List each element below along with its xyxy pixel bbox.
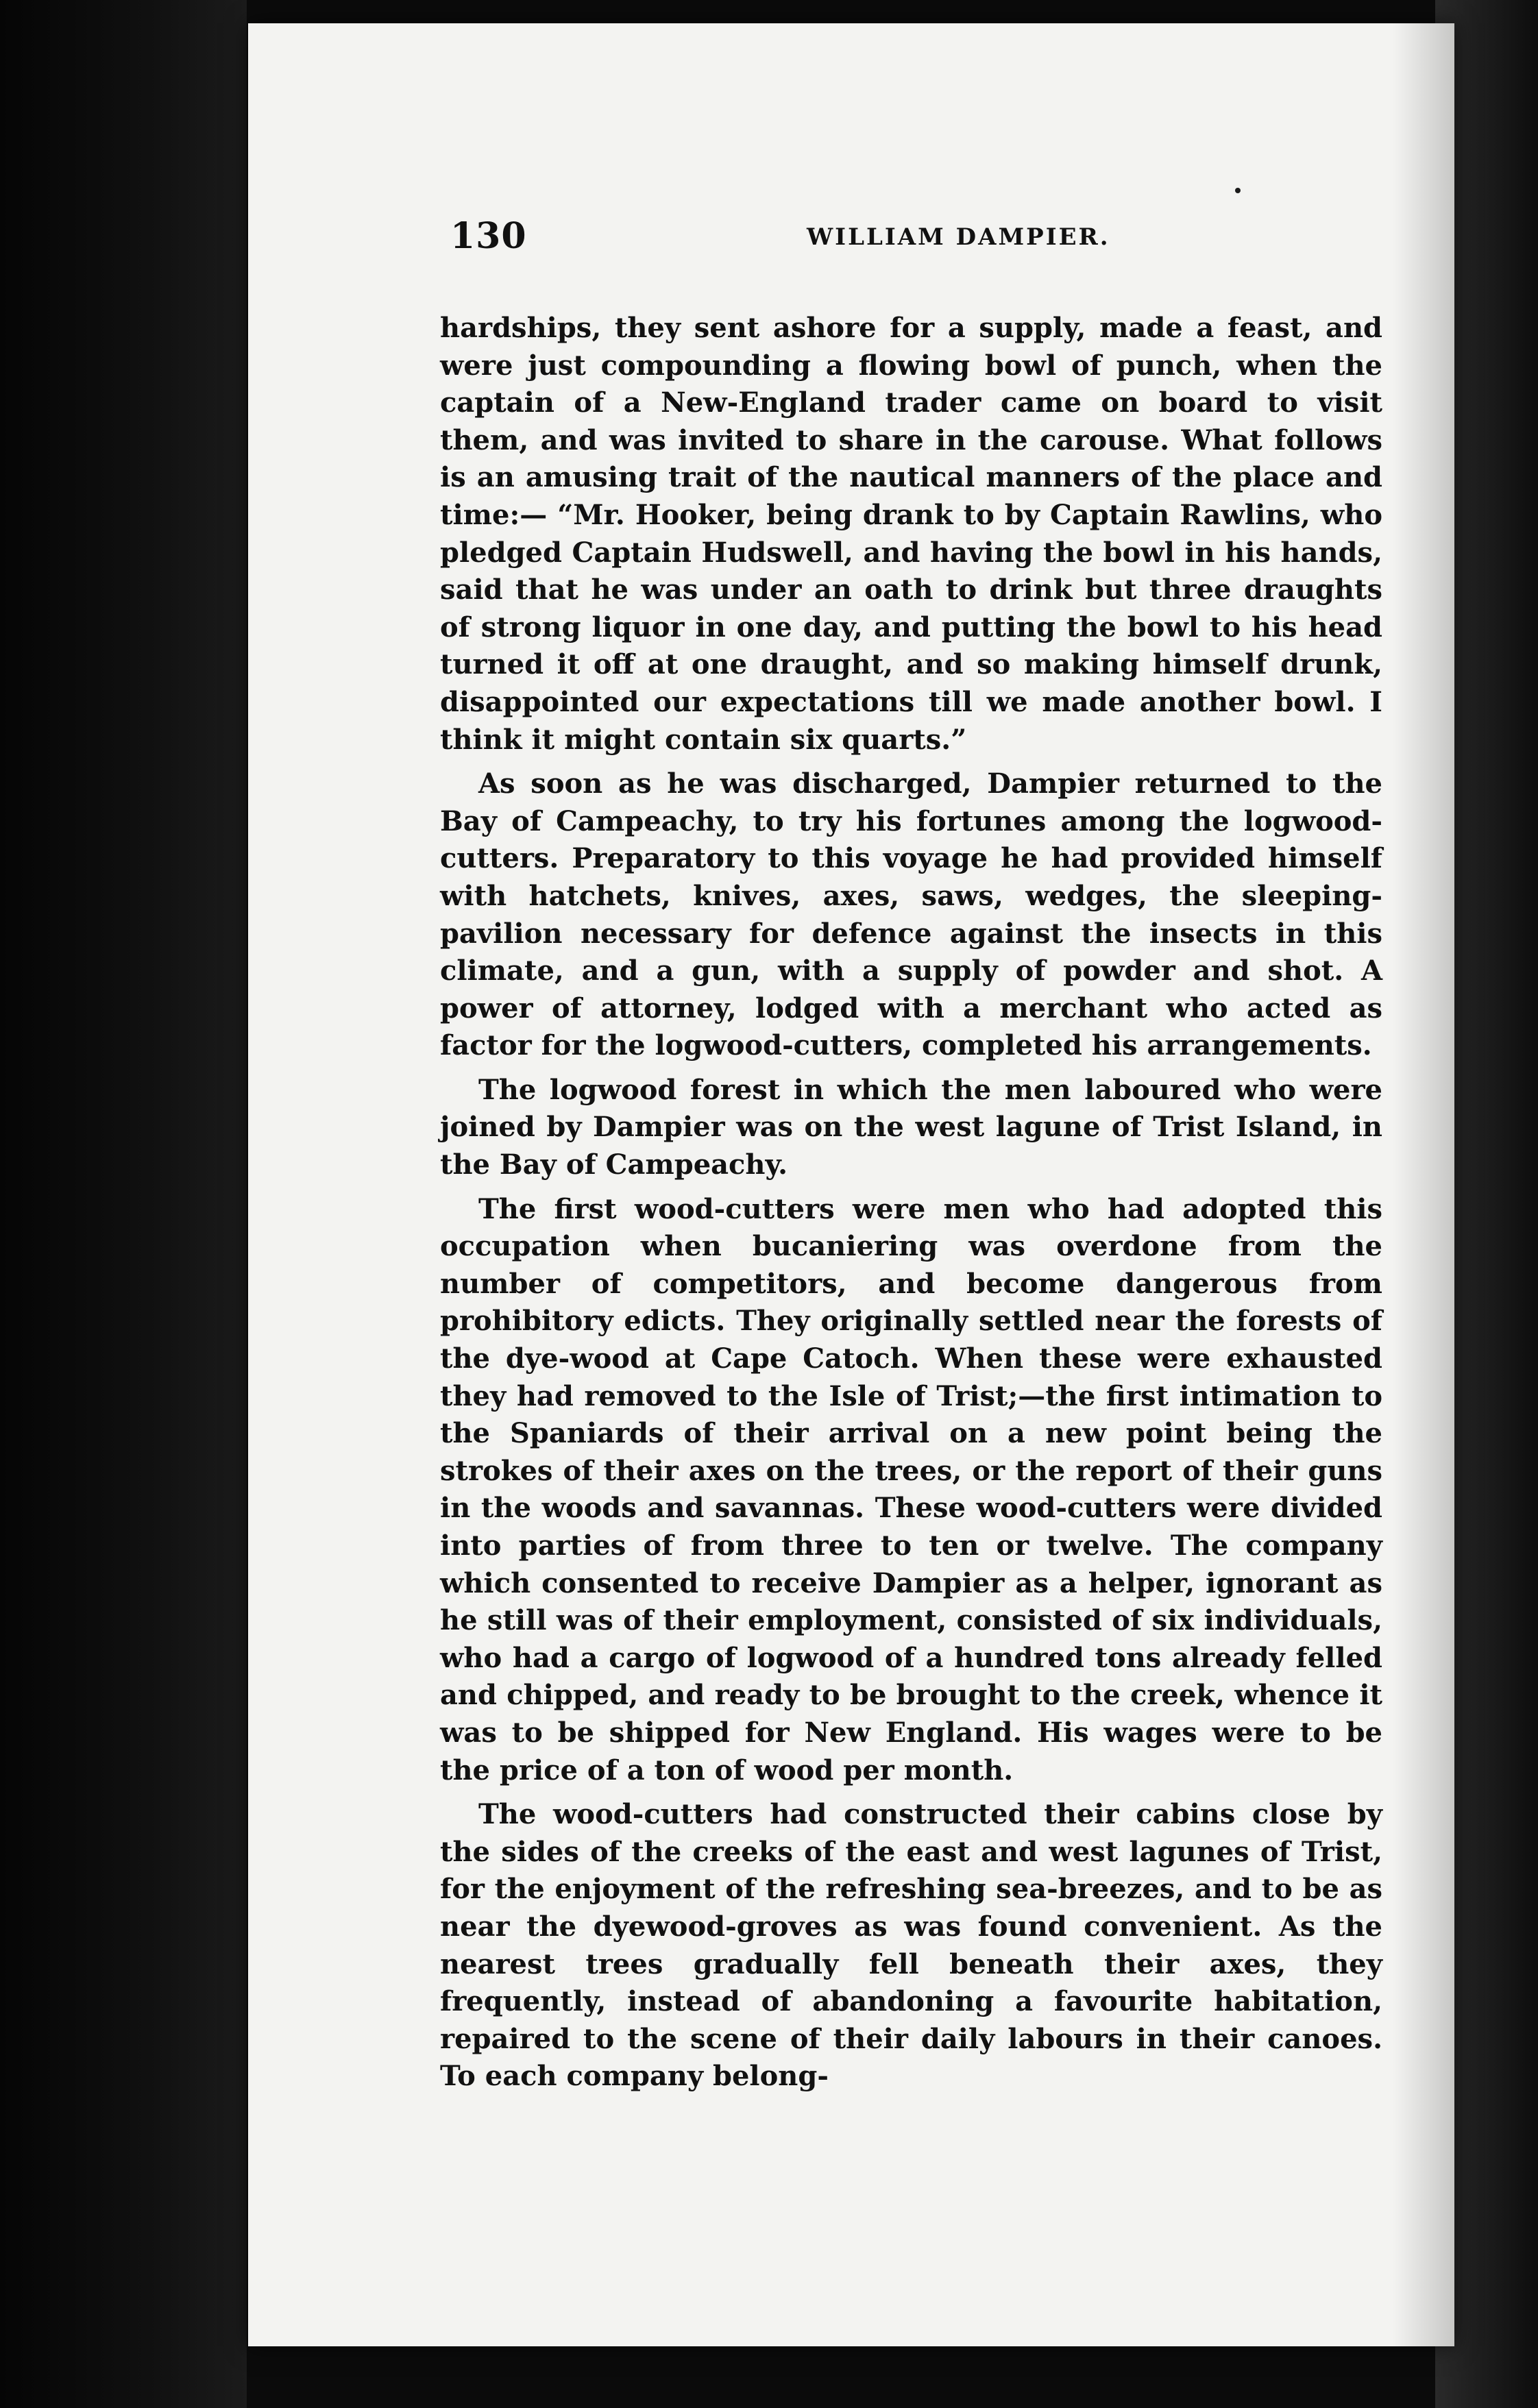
ink-speck [1235,188,1241,193]
page-header [450,215,1341,263]
paragraph: As soon as he was discharged, Dampier returned to the Bay of Campeachy, to try his fortunes among the logwood-cutters. Preparatory to this voyage he had provided himself with hatchets, knives, axes, saws, wedges, the sleeping-pavilion necessary for defence against the insects in this climate, and a gun, with a supply of powder and shot. A power of attorney, lodged with a merchant who acted as factor for the logwood-cutters, completed his arrangements. [440,767,1382,1062]
paragraph-continued: hardships, they sent ashore for a supply, made a feast, and were just compounding a flowing bowl of punch, when the captain of a New-England trader came on board to visit them, and was invited to share in the carouse. What follows is an amusing trait of the nautical manners of the place and time:— “Mr. Hooker, being drank to by Captain Rawlins, who pledged Captain Hudswell, and having the bowl in his hands, said that he was under an oath to drink but three draughts of strong liquor in one day, and putting the bowl to his head turned it off at one draught, and so making himself drunk, disappointed our expectations till we made another bowl. I think it might contain six quarts.” [440,312,1382,756]
page-number: 130 [450,215,527,257]
book-binding-edge [0,0,247,2408]
paragraph: The logwood forest in which the men laboured who were joined by Dampier was on the west lagune of Trist Island, in the Bay of Campeachy. [440,1073,1382,1181]
page-curl-shadow [1393,23,1454,2346]
paragraph: The first wood-cutters were men who had adopted this occupation when bucaniering was overdone from the number of competitors, and become dangerous from prohibitory edicts. They originally settled near the forests of the dye-wood at Cape Catoch. When these were exhausted they had removed to the Isle of Trist;—the first intimation to the Spaniards of their arrival on a new point being the strokes of their axes on the trees, or the report of their guns in the woods and savannas. These wood-cutters were divided into parties of from three to ten or twelve. The company which consented to receive Dampier as a helper, ignorant as he still was of their employment, consisted of six individuals, who had a cargo of logwood of a hundred tons already felled and chipped, and ready to be brought to the creek, whence it was to be shipped for New England. His wages were to be the price of a ton of wood per month. [440,1192,1382,1786]
running-head: WILLIAM DAMPIER. [807,223,1110,251]
book-page [248,23,1454,2346]
page-body-text [440,310,1382,2096]
paragraph: The wood-cutters had constructed their cabins close by the sides of the creeks of the east and west lagunes of Trist, for the enjoyment of the refreshing sea-breezes, and to be as near the dyewood-groves as was found convenient. As the nearest trees gradually fell beneath their axes, they frequently, instead of abandoning a favourite habitation, repaired to the scene of their daily labours in their canoes. To each company belong- [440,1798,1382,2093]
